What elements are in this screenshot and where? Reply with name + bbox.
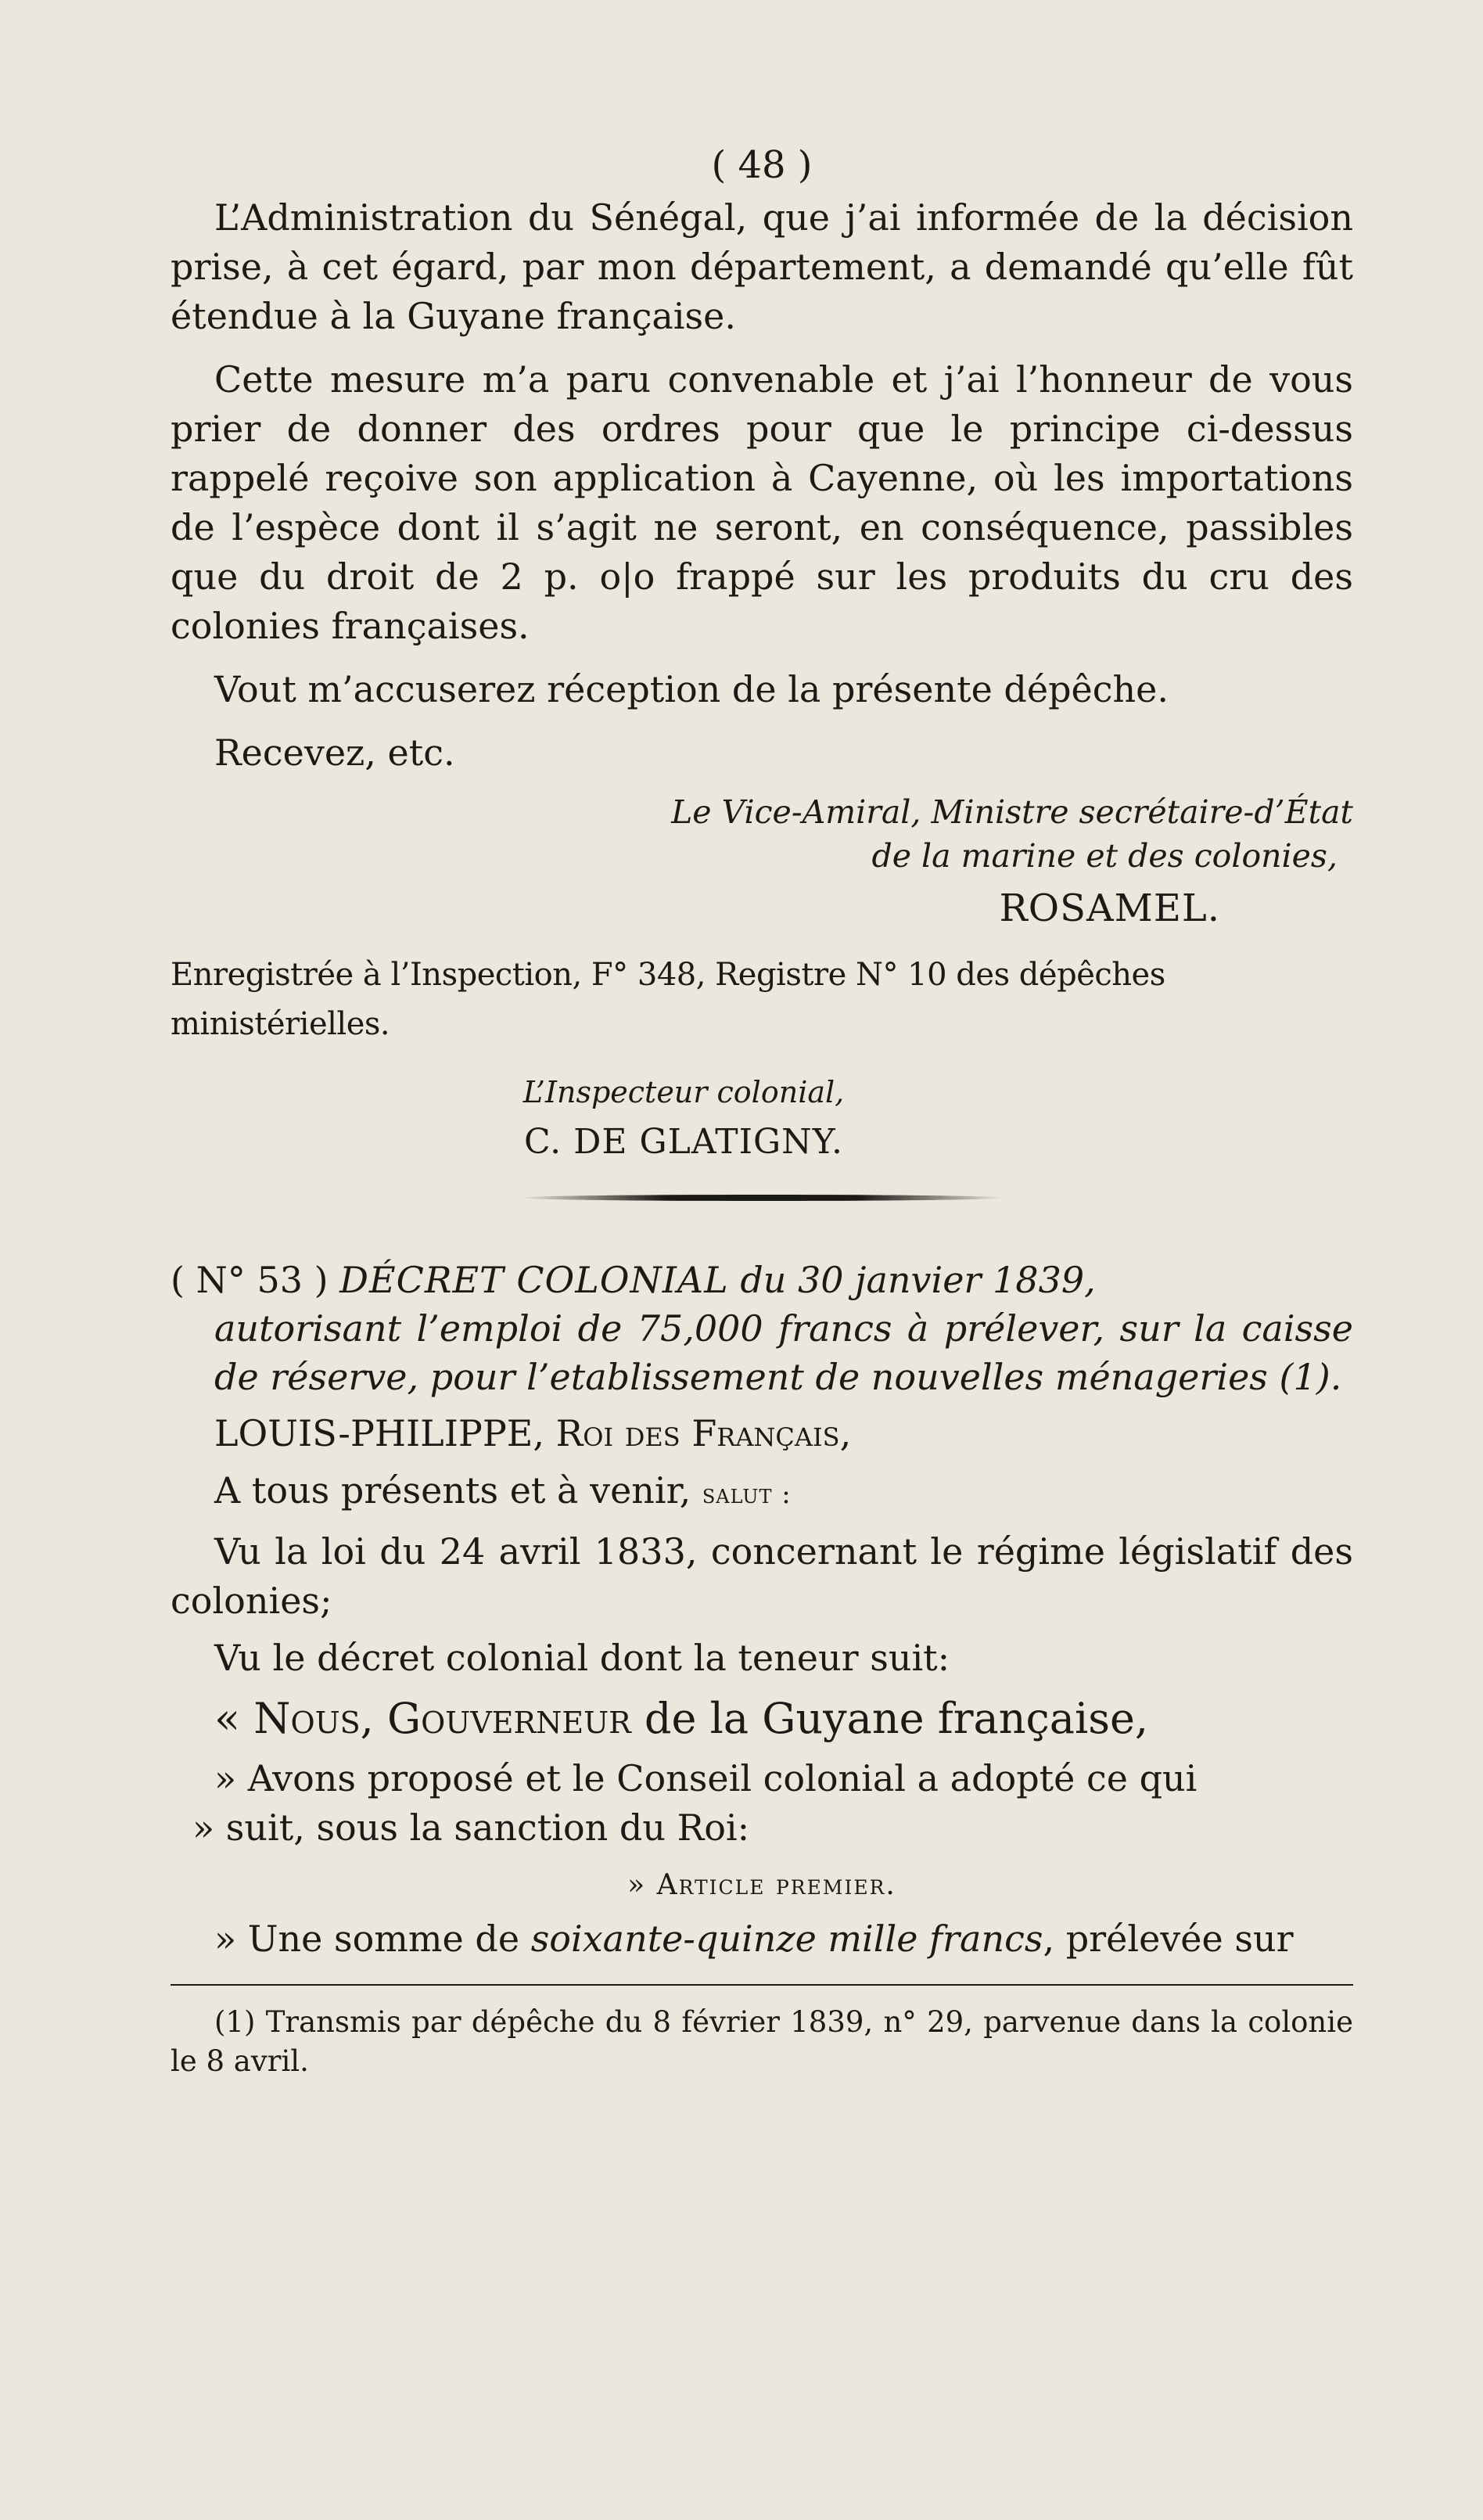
paragraph-recevez: Recevez, etc. bbox=[214, 732, 455, 774]
signature-title bbox=[171, 790, 1353, 878]
sum-end: , prélevée sur bbox=[1043, 1918, 1294, 1960]
vu-decret: Vu le décret colonial dont la teneur suit: bbox=[214, 1637, 950, 1679]
section-divider bbox=[519, 1195, 1004, 1201]
decree-number: ( N° 53 ) bbox=[171, 1259, 329, 1301]
paragraph-mesure: Cette mesure m’a paru convenable et j’ai l’honneur de vous prier de donner des ordres pour que le principe ci-dessus rappelé reçoive son application à Cayenne, où les importations de l’espèce dont il s’agit ne seront, en conséquence, passibles que du droit de 2 p. o|o frappé sur les produits du cru des colonies françaises. bbox=[171, 358, 1353, 647]
greeting-text: A tous présents et à venir, bbox=[214, 1469, 691, 1512]
sum-amount: soixante-quinze mille francs bbox=[530, 1918, 1043, 1960]
text-column bbox=[171, 141, 1353, 2081]
sum-start: » Une somme de bbox=[214, 1918, 520, 1960]
vu-loi: Vu la loi du 24 avril 1833, concernant le régime législatif des colonies; bbox=[171, 1530, 1353, 1622]
decree-date: 30 janvier 1839, bbox=[798, 1259, 1096, 1301]
proposal-line-b: » suit, sous la sanction du Roi: bbox=[192, 1806, 750, 1849]
nous-rest: de la Guyane française, bbox=[644, 1694, 1149, 1743]
king-line bbox=[171, 1409, 1353, 1458]
paragraph-accuse: Vout m’accuserez réception de la présente dépêche. bbox=[214, 668, 1169, 710]
footnote-rule bbox=[171, 1984, 1353, 1986]
nous-line bbox=[171, 1694, 1353, 1743]
king-title: Roi des Français, bbox=[555, 1412, 852, 1454]
article-heading: » Article premier. bbox=[627, 1869, 896, 1901]
king-name: LOUIS-PHILIPPE, bbox=[214, 1412, 544, 1454]
signature-title-line1: Le Vice-Amiral, Ministre secrétaire-d’État bbox=[671, 793, 1353, 831]
signature-title-line2: de la marine et des colonies, bbox=[871, 837, 1338, 875]
signature-name: ROSAMEL. bbox=[999, 886, 1220, 930]
paragraph-administration: L’Administration du Sénégal, que j’ai informée de la décision prise, à cet égard, par mon département, a demandé qu’elle fût étendue à la Guyane française. bbox=[171, 196, 1353, 337]
nous-gouverneur: Nous, Gouverneur bbox=[253, 1694, 631, 1743]
greeting-salut: salut : bbox=[702, 1479, 792, 1510]
inspector-title: L’Inspecteur colonial, bbox=[522, 1075, 845, 1109]
decree-date-prefix: du bbox=[740, 1259, 787, 1301]
footnote: (1) Transmis par dépêche du 8 février 1839, n° 29, parvenue dans la colonie le 8 avril. bbox=[171, 2005, 1353, 2078]
proposal-line-a: » Avons proposé et le Conseil colonial a adopté ce qui bbox=[214, 1757, 1198, 1799]
page-number: ( 48 ) bbox=[711, 143, 813, 187]
registry-note: Enregistrée à l’Inspection, F° 348, Registre N° 10 des dépêches ministérielles. bbox=[171, 957, 1165, 1042]
nous-open-quote: « bbox=[214, 1694, 241, 1743]
sum-line bbox=[171, 1914, 1353, 1964]
greeting-line bbox=[171, 1466, 1353, 1519]
decree-heading bbox=[171, 1256, 1353, 1401]
decree-subtitle: autorisant l’emploi de 75,000 francs à prélever, sur la caisse de réserve, pour l’etablissement de nouvelles ménageries (1). bbox=[214, 1307, 1353, 1398]
inspector-name: C. DE GLATIGNY. bbox=[524, 1122, 843, 1162]
decree-title: DÉCRET COLONIAL bbox=[339, 1259, 729, 1301]
